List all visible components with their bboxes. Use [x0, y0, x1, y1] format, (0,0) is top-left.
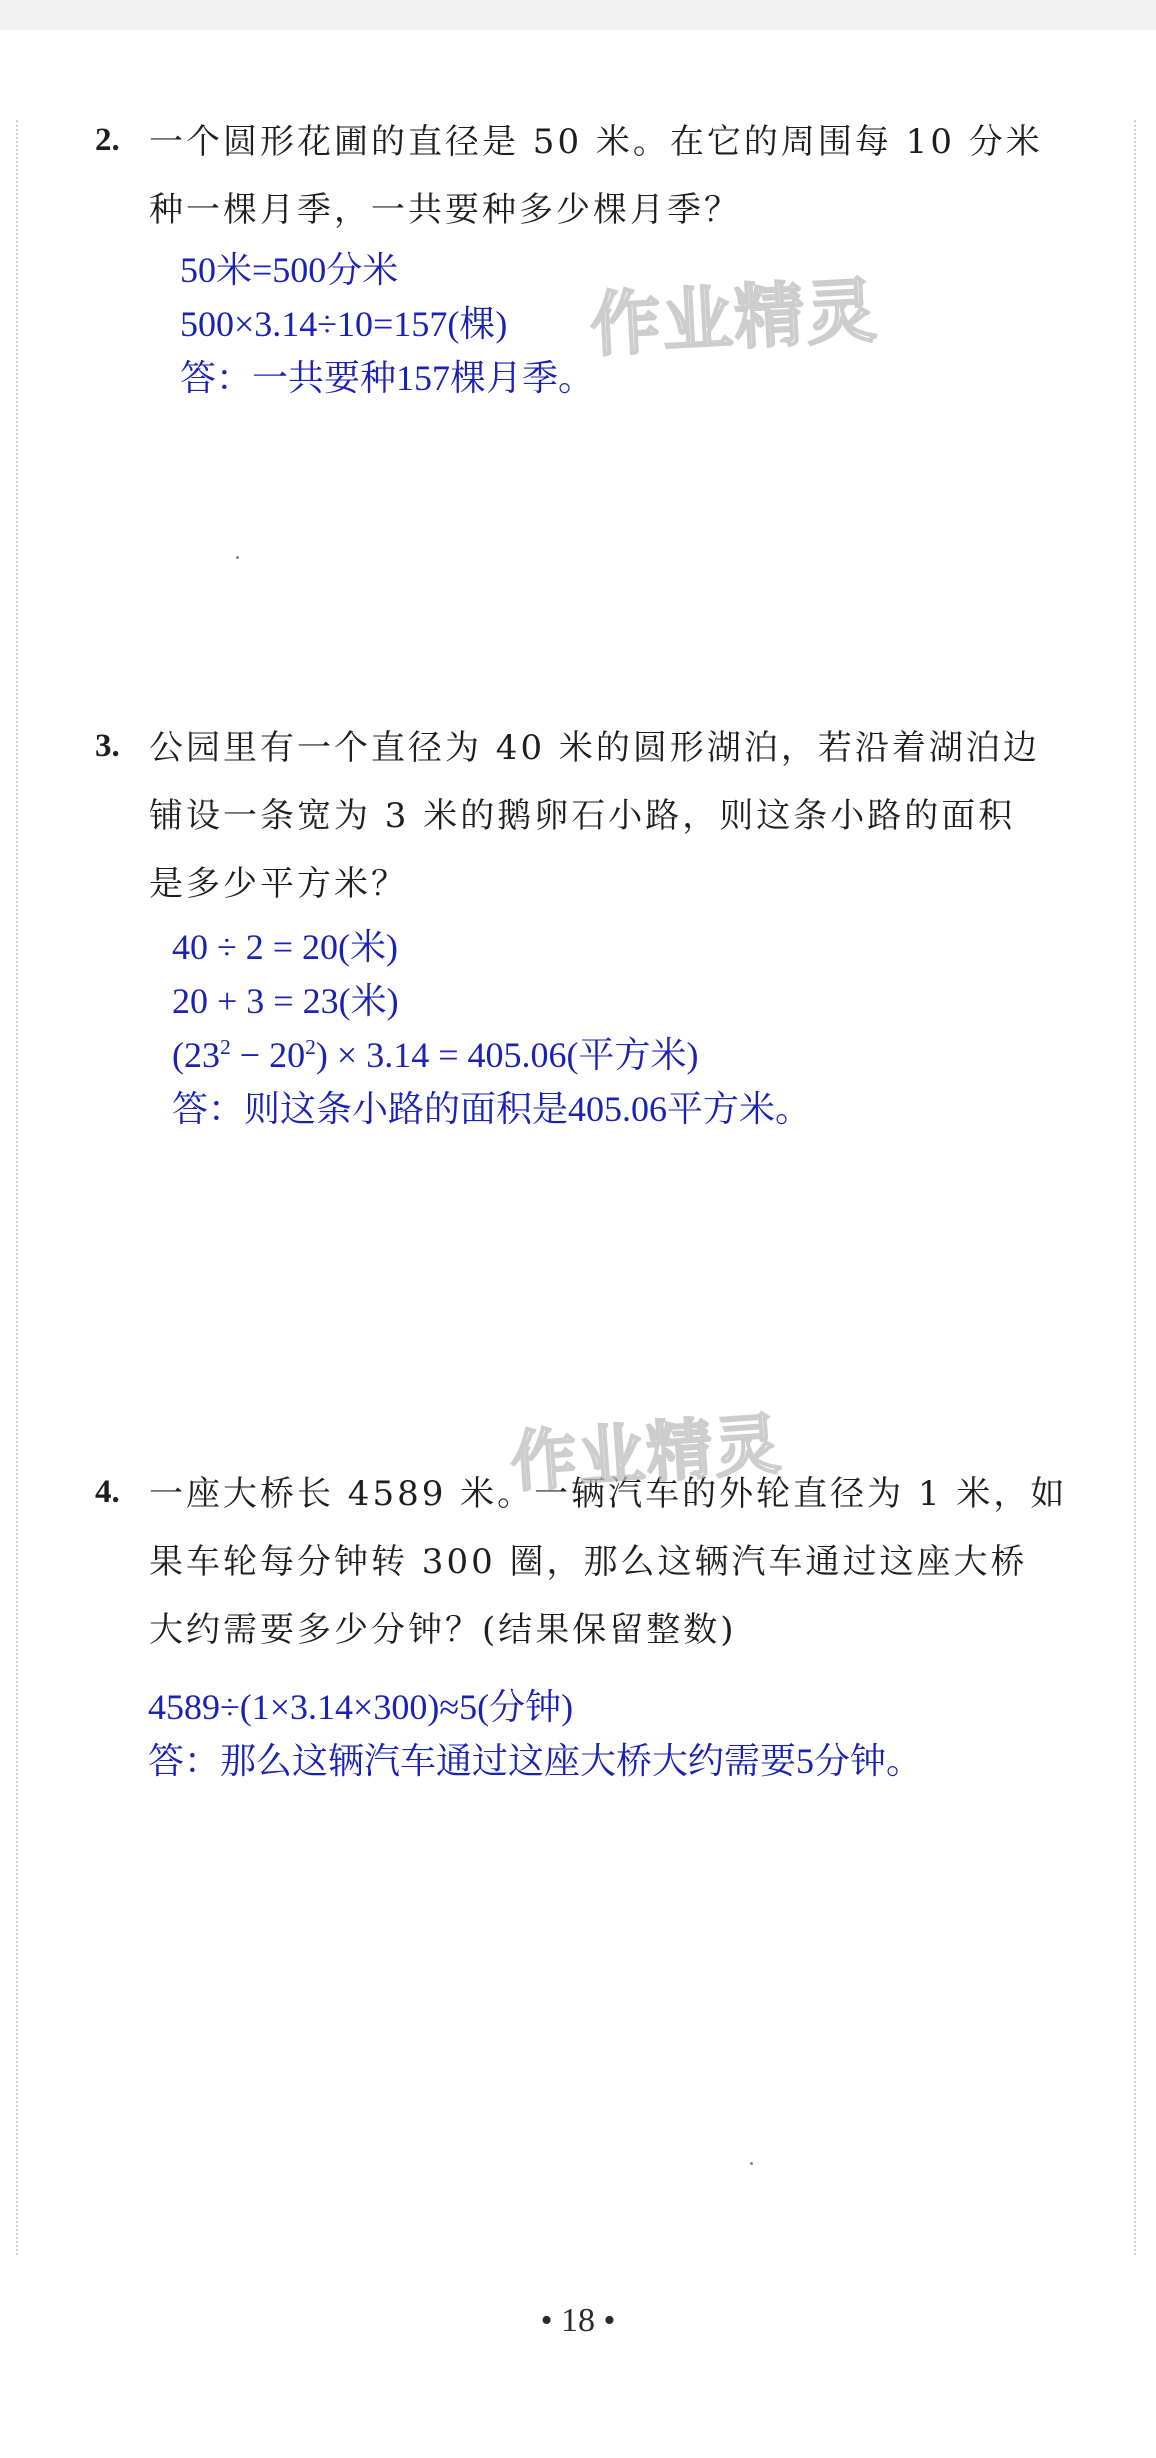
formula-part: (23 [172, 1035, 220, 1075]
problem-number: 3. [95, 728, 120, 764]
top-band [0, 0, 1156, 30]
question-line: 铺设一条宽为 3 米的鹅卵石小路，则这条小路的面积 [149, 796, 1016, 836]
problem-number: 4. [95, 1474, 120, 1510]
exponent: 2 [305, 1035, 316, 1059]
answer-4 [148, 1680, 922, 1788]
formula-part: − 20 [230, 1035, 306, 1075]
question-line: 公园里有一个直径为 40 米的圆形湖泊，若沿着湖泊边 [149, 728, 1040, 768]
answer-line: 20 + 3 = 23(米) [172, 981, 399, 1021]
watermark-logo: 作业精灵 [508, 1405, 785, 1502]
formula-part: ) × 3.14 = 405.06(平方米) [315, 1035, 699, 1075]
answer-formula-line [172, 1028, 811, 1082]
left-margin-dotted-line [16, 120, 18, 2255]
question-line: 是多少平方米？ [149, 864, 408, 904]
watermark-logo: 作业精灵 [588, 269, 881, 367]
problem-number: 2. [95, 122, 120, 158]
answer-line: 50米=500分米 [180, 250, 399, 290]
speck [236, 556, 239, 559]
answer-line: 40 ÷ 2 = 20(米) [172, 927, 399, 967]
page-number: • 18 • [540, 2302, 616, 2339]
exponent: 2 [220, 1035, 231, 1059]
answer-line: 答：那么这辆汽车通过这座大桥大约需要5分钟。 [148, 1741, 923, 1781]
question-line: 一座大桥长 4589 米。一辆汽车的外轮直径为 1 米，如 [149, 1474, 1068, 1514]
answer-line: 4589÷(1×3.14×300)≈5(分钟) [148, 1687, 574, 1727]
right-margin-dotted-line [1134, 120, 1136, 2255]
question-line: 一个圆形花圃的直径是 50 米。在它的周围每 10 分米 [149, 122, 1043, 162]
answer-3 [172, 920, 811, 1136]
problem-question [149, 714, 1085, 918]
question-line: 大约需要多少分钟？(结果保留整数) [149, 1610, 737, 1650]
answer-line: 答：一共要种157棵月季。 [180, 358, 595, 398]
answer-2 [180, 243, 594, 405]
question-line: 果车轮每分钟转 300 圈，那么这辆汽车通过这座大桥 [149, 1542, 1028, 1582]
answer-line: 500×3.14÷10=157(棵) [180, 304, 508, 344]
answer-line: 答：则这条小路的面积是405.06平方米。 [172, 1089, 812, 1129]
speck [750, 2162, 753, 2165]
problem-question [149, 108, 1085, 244]
question-line: 种一棵月季，一共要种多少棵月季？ [149, 190, 741, 230]
